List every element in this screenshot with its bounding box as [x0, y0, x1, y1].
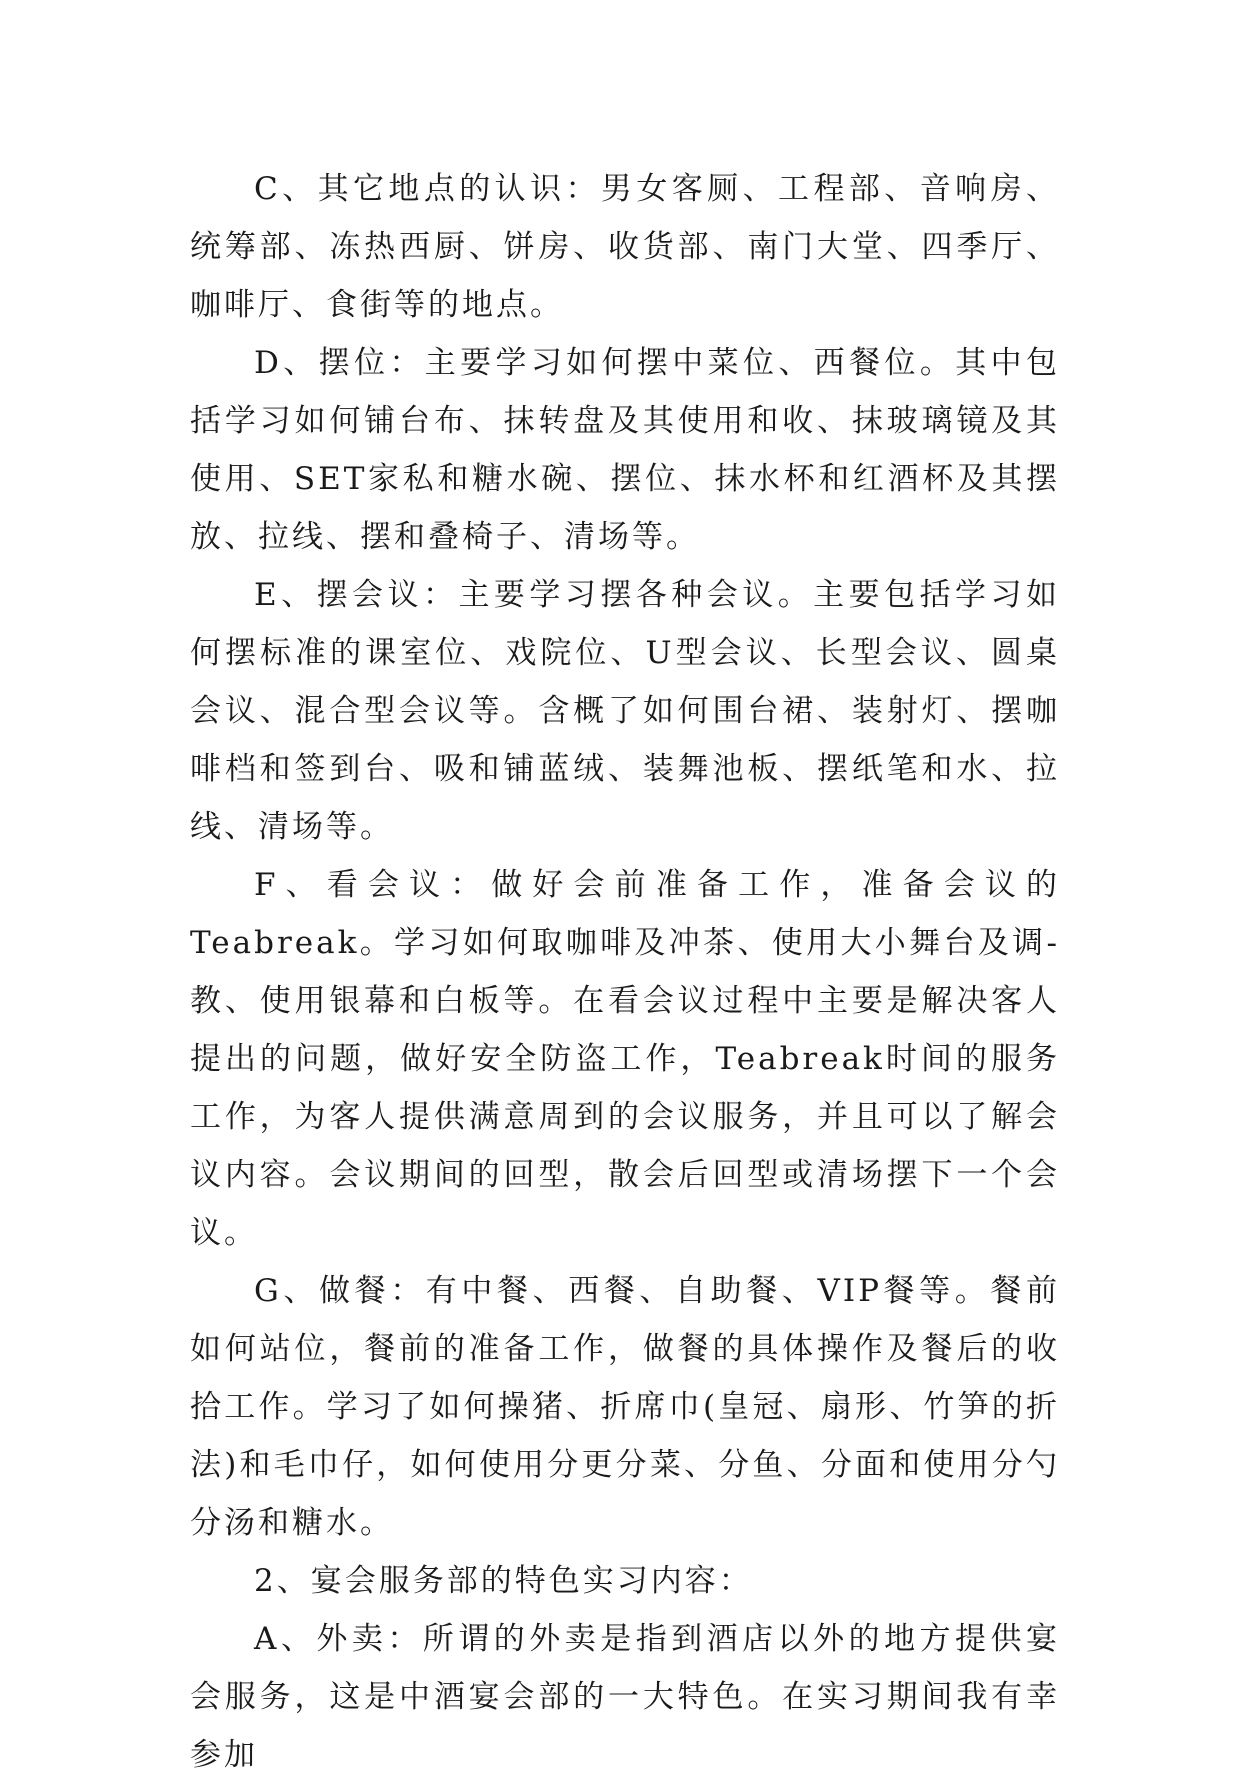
paragraph-e-meeting-setup: E、摆会议：主要学习摆各种会议。主要包括学习如何摆标准的课室位、戏院位、U型会议、长型会议、圆桌会议、混合型会议等。含概了如何围台裙、装射灯、摆咖啡档和签到台、吸和铺蓝绒、装舞池板、摆纸笔和水、拉线、清场等。	[190, 577, 1060, 845]
paragraph-c-other-locations: C、其它地点的认识：男女客厕、工程部、音响房、统筹部、冻热西厨、饼房、收货部、南门大堂、四季厅、咖啡厅、食街等的地点。	[190, 171, 1060, 323]
paragraph-a-catering: A、外卖：所谓的外卖是指到酒店以外的地方提供宴会服务，这是中酒宴会部的一大特色。在实习期间我有幸参加	[190, 1621, 1060, 1773]
paragraph-f-meeting-service: F、看会议：做好会前准备工作，准备会议的Teabreak。学习如何取咖啡及冲茶、使用大小舞台及调-教、使用银幕和白板等。在看会议过程中主要是解决客人提出的问题，做好安全防盗工作，Teabreak时间的服务工作，为客人提供满意周到的会议服务，并且可以了解会议内容。会议期间的回型，散会后回型或清场摆下一个会议。	[190, 867, 1060, 1251]
paragraph-d-table-setting: D、摆位：主要学习如何摆中菜位、西餐位。其中包括学习如何铺台布、抹转盘及其使用和收、抹玻璃镜及其使用、SET家私和糖水碗、摆位、抹水杯和红酒杯及其摆放、拉线、摆和叠椅子、清场等。	[190, 345, 1060, 555]
paragraph-section-2-heading: 2、宴会服务部的特色实习内容：	[254, 1563, 753, 1599]
document-body	[190, 160, 1060, 1784]
paragraph-g-dining-service: G、做餐：有中餐、西餐、自助餐、VIP餐等。餐前如何站位，餐前的准备工作，做餐的具体操作及餐后的收拾工作。学习了如何操猪、折席巾(皇冠、扇形、竹笋的折法)和毛巾仔，如何使用分更分菜、分鱼、分面和使用分勺分汤和糖水。	[190, 1273, 1060, 1541]
